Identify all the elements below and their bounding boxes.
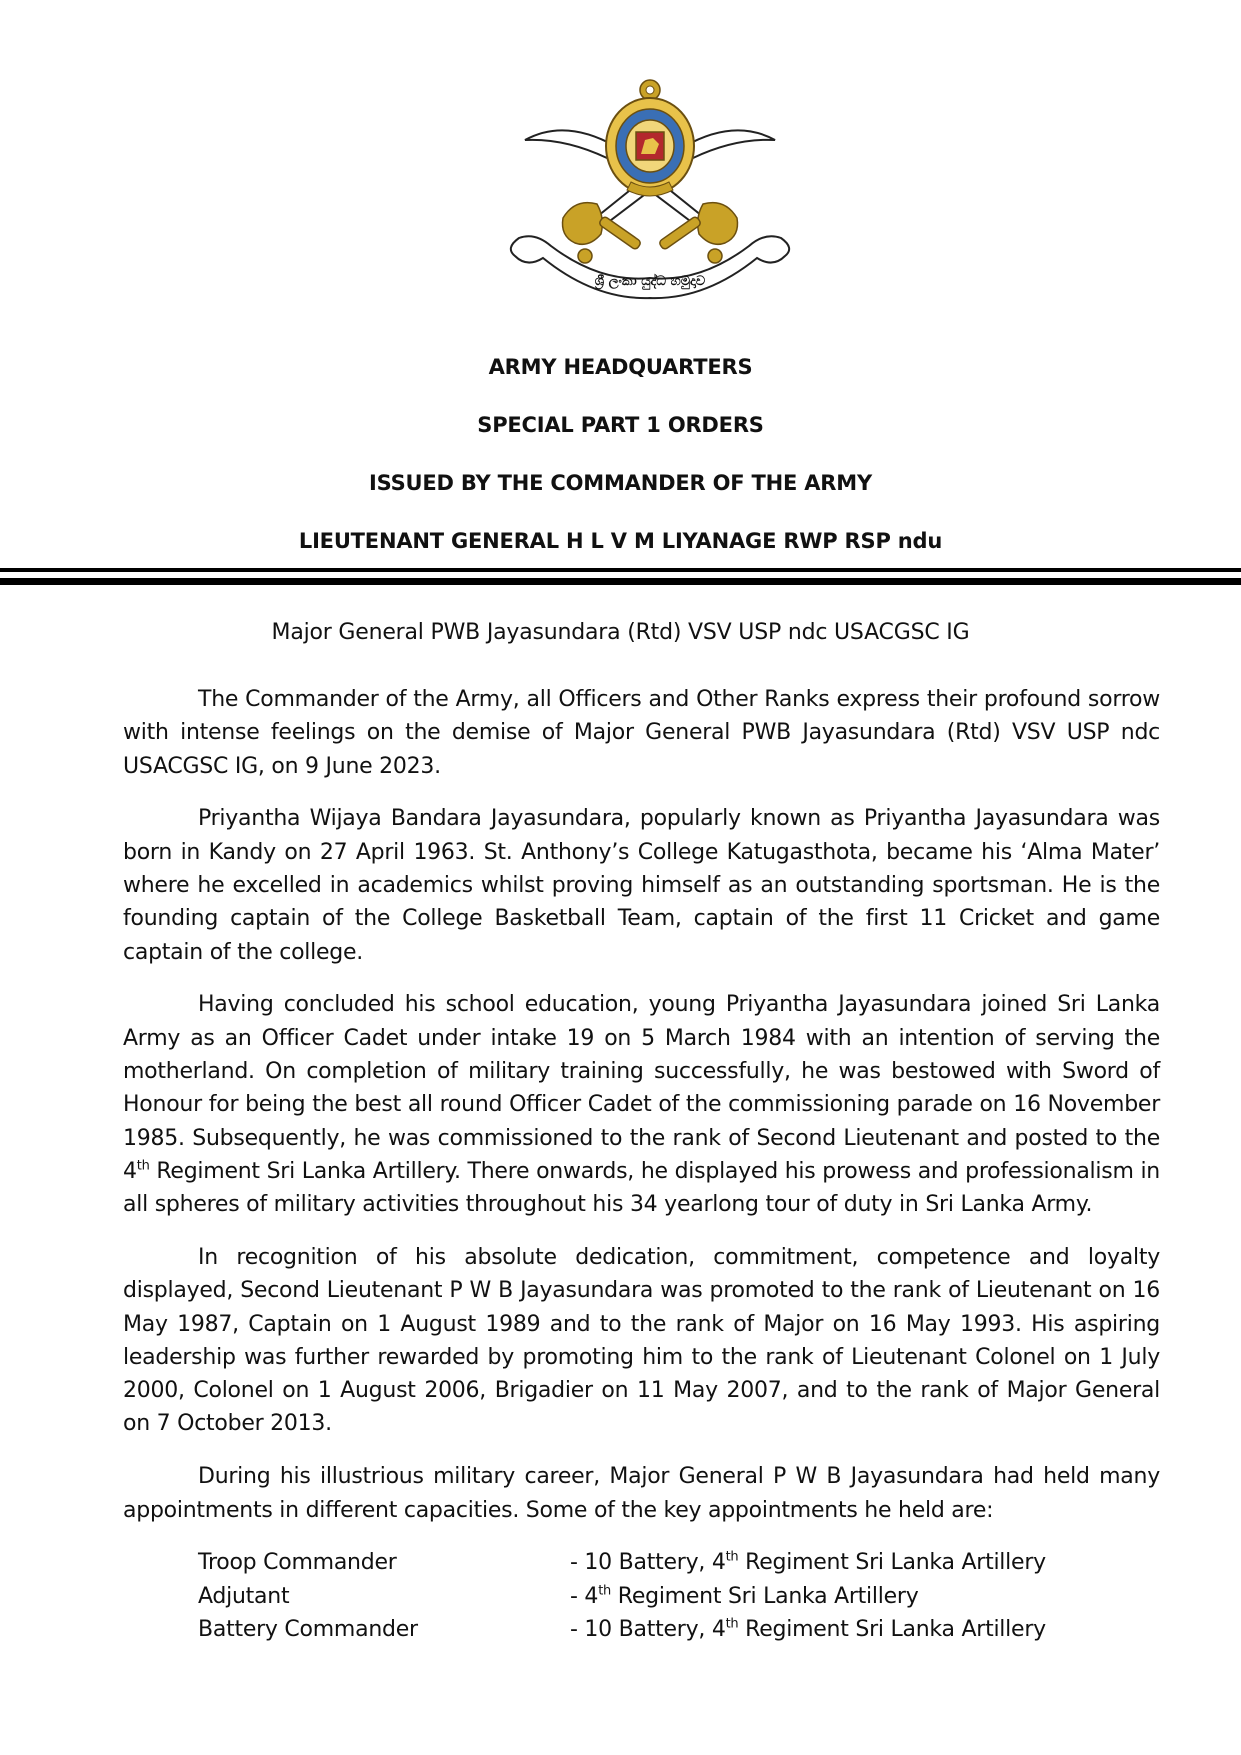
header-line-orders: SPECIAL PART 1 ORDERS [477, 413, 764, 437]
paragraph-enlistment-text-b: Regiment Sri Lanka Artillery. There onwards, he displayed his prowess and professionalism in all spheres of military activities throughout his 34 yearlong tour of duty in Sri Lanka Army. [123, 1158, 1160, 1218]
paragraph-promotions: In recognition of his absolute dedication, commitment, competence and loyalty displayed, Second Lieutenant P W B Jayasundara was promoted to the rank of Lieutenant on 16 May 1987, Captain on 1 August 1989 and to the rank of Major on 16 May 1993. His aspiring leadership was further rewarded by promoting him to the rank of Lieutenant Colonel on 1 July 2000, Colonel on 1 August 2006, Brigadier on 11 May 2007, and to the rank of Major General on 7 October 2013. [123, 1244, 1160, 1437]
appointment-role: Battery Commander [198, 1616, 418, 1642]
paragraph-condolence: The Commander of the Army, all Officers and Other Ranks express their profound sorrow with intense feelings on the demise of Major General PWB Jayasundara (Rtd) VSV USP ndc USACGSC IG, on 9 June 2023. [123, 687, 1160, 779]
header-divider-thick [0, 578, 1241, 585]
paragraph-appointments-intro: During his illustrious military career, Major General P W B Jayasundara had held many appointments in different capacities. Some of the key appointments he held are: [123, 1464, 1160, 1523]
header-divider-thin [0, 568, 1241, 572]
appointments-table [123, 1546, 1160, 1646]
crest-motto: ශ්‍රී ලංකා යුද්ධ හමුදාව [594, 274, 706, 289]
motto-ribbon-icon [511, 236, 789, 298]
header-line-hq: ARMY HEADQUARTERS [488, 355, 753, 379]
table-row [123, 1613, 1160, 1646]
paragraph-enlistment-text-a: Having concluded his school education, young Priyantha Jayasundara joined Sri Lanka Army as an Officer Cadet under intake 19 on 5 March 1984 with an intention of serving the motherland. On completion of military training successfully, he was bestowed with Sword of Honour for being the best all round Officer Cadet of the commissioning parade on 16 November 1985. Subsequently, he was commissioned to the rank of Second Lieutenant and posted to the 4 [123, 992, 1160, 1184]
appointment-unit: - 4th Regiment Sri Lanka Artillery [570, 1583, 919, 1609]
appointment-unit: - 10 Battery, 4th Regiment Sri Lanka Artillery [570, 1550, 1046, 1576]
lion-emblem-icon [606, 80, 694, 196]
table-row [123, 1546, 1160, 1579]
subject-line: Major General PWB Jayasundara (Rtd) VSV USP ndc USACGSC IG [271, 620, 970, 645]
appointment-role: Adjutant [198, 1583, 290, 1609]
table-row [123, 1580, 1160, 1613]
appointment-role: Troop Commander [198, 1550, 397, 1576]
order-header [0, 352, 1241, 584]
paragraph-enlistment [123, 988, 1160, 1221]
appointment-unit: - 10 Battery, 4th Regiment Sri Lanka Artillery [570, 1616, 1046, 1642]
header-line-commander: LIEUTENANT GENERAL H L V M LIYANAGE RWP RSP ndu [298, 529, 943, 553]
ordinal-suffix: th [136, 1158, 150, 1174]
army-crest-logo [505, 78, 795, 318]
paragraph-early-life: Priyantha Wijaya Bandara Jayasundara, popularly known as Priyantha Jayasundara was born in Kandy on 27 April 1963. St. Anthony’s College Katugasthota, became his ‘Alma Mater’ where he excelled in academics whilst proving himself as an outstanding sportsman. He is the founding captain of the College Basketball Team, captain of the first 11 Cricket and game captain of the college. [123, 806, 1160, 965]
header-line-issued-by: ISSUED BY THE COMMANDER OF THE ARMY [369, 471, 872, 495]
order-body [123, 683, 1160, 1646]
